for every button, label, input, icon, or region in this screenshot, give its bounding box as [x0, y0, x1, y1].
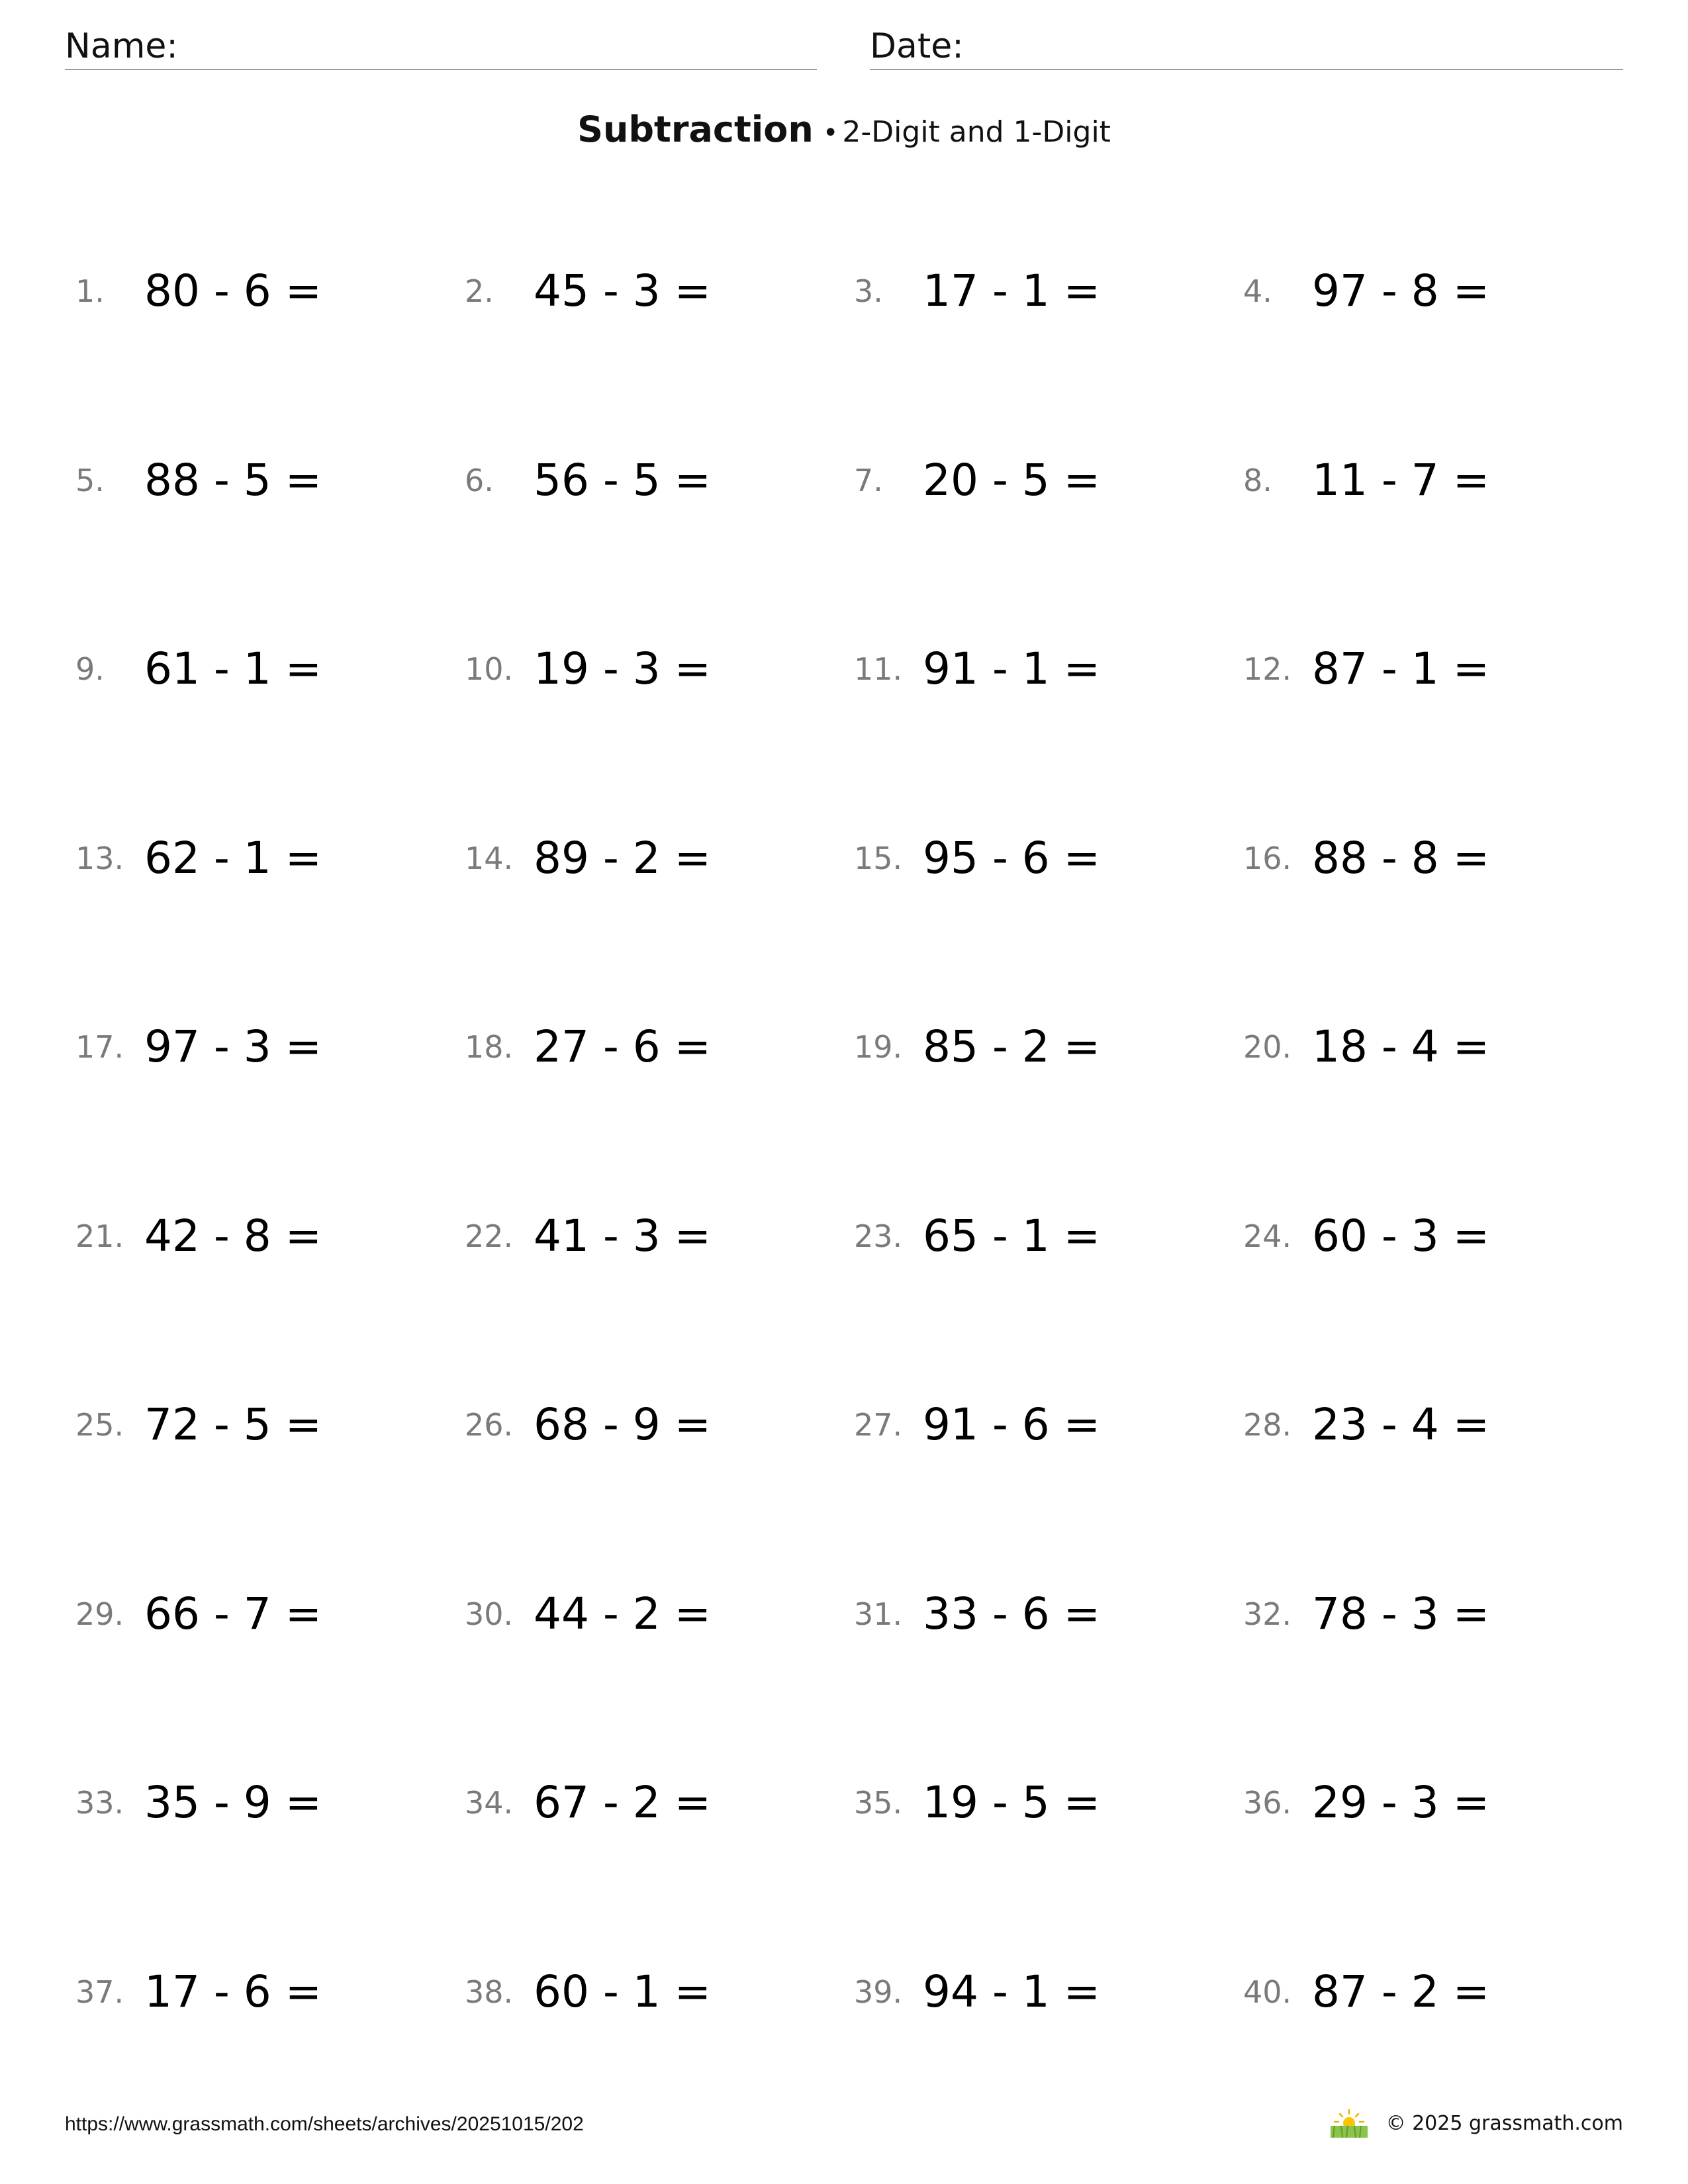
problem-number: 11. — [854, 651, 903, 687]
problem-item — [465, 1581, 835, 1647]
problem-expression: 18 - 4 = — [1312, 1021, 1490, 1072]
problem-number: 3. — [854, 273, 883, 309]
problem-expression: 27 - 6 = — [534, 1021, 712, 1072]
problem-item — [75, 1959, 446, 2025]
problem-item — [854, 1014, 1225, 1080]
problem-item — [465, 1014, 835, 1080]
problem-number: 27. — [854, 1407, 903, 1443]
problem-number: 13. — [75, 841, 124, 876]
problem-number: 34. — [465, 1785, 514, 1821]
problem-item — [75, 1581, 446, 1647]
problem-expression: 87 - 2 = — [1312, 1966, 1490, 2017]
problem-number: 36. — [1243, 1785, 1292, 1821]
problem-item — [465, 1392, 835, 1458]
footer-brand — [1328, 2107, 1623, 2140]
problem-expression: 88 - 8 = — [1312, 833, 1490, 884]
problem-expression: 94 - 1 = — [923, 1966, 1101, 2017]
problem-number: 40. — [1243, 1974, 1292, 2010]
title-subtitle: 2-Digit and 1-Digit — [842, 115, 1111, 149]
title-separator: • — [822, 118, 839, 148]
problem-expression: 66 - 7 = — [144, 1588, 322, 1639]
problem-number: 35. — [854, 1785, 903, 1821]
problem-number: 4. — [1243, 273, 1272, 309]
problem-item — [1243, 1581, 1614, 1647]
problem-expression: 11 - 7 = — [1312, 455, 1490, 506]
title-main: Subtraction — [577, 109, 814, 150]
problem-expression: 80 - 6 = — [144, 265, 322, 316]
problem-expression: 89 - 2 = — [534, 833, 712, 884]
problem-item — [854, 258, 1225, 324]
problem-expression: 85 - 2 = — [923, 1021, 1101, 1072]
problem-number: 6. — [465, 463, 494, 498]
problem-number: 5. — [75, 463, 105, 498]
problem-expression: 60 - 3 = — [1312, 1210, 1490, 1261]
problem-expression: 45 - 3 = — [534, 265, 712, 316]
problem-expression: 17 - 1 = — [923, 265, 1101, 316]
footer-url: https://www.grassmath.com/sheets/archives/20251015/202 — [65, 2113, 584, 2135]
problem-item — [854, 447, 1225, 514]
problem-number: 23. — [854, 1218, 903, 1254]
problem-item — [1243, 1392, 1614, 1458]
problem-item — [465, 1959, 835, 2025]
problem-expression: 91 - 1 = — [923, 643, 1101, 694]
problem-expression: 97 - 3 = — [144, 1021, 322, 1072]
problem-expression: 68 - 9 = — [534, 1399, 712, 1450]
problem-item — [1243, 1014, 1614, 1080]
problem-expression: 60 - 1 = — [534, 1966, 712, 2017]
problem-number: 12. — [1243, 651, 1292, 687]
problem-item — [1243, 1959, 1614, 2025]
problem-number: 10. — [465, 651, 514, 687]
problem-number: 9. — [75, 651, 105, 687]
name-field[interactable] — [65, 24, 817, 70]
problem-number: 17. — [75, 1029, 124, 1065]
problem-expression: 20 - 5 = — [923, 455, 1101, 506]
problem-number: 2. — [465, 273, 494, 309]
problem-expression: 72 - 5 = — [144, 1399, 322, 1450]
problem-expression: 42 - 8 = — [144, 1210, 322, 1261]
problem-expression: 17 - 6 = — [144, 1966, 322, 2017]
problem-expression: 41 - 3 = — [534, 1210, 712, 1261]
problem-expression: 65 - 1 = — [923, 1210, 1101, 1261]
problem-item — [854, 636, 1225, 702]
problem-expression: 67 - 2 = — [534, 1777, 712, 1828]
problem-expression: 23 - 4 = — [1312, 1399, 1490, 1450]
problem-item — [465, 1203, 835, 1269]
problem-number: 19. — [854, 1029, 903, 1065]
grass-sun-logo-icon — [1328, 2109, 1370, 2139]
problem-item — [75, 1392, 446, 1458]
problem-expression: 19 - 3 = — [534, 643, 712, 694]
problem-item — [854, 825, 1225, 891]
problem-number: 29. — [75, 1596, 124, 1632]
problem-number: 7. — [854, 463, 883, 498]
problem-number: 8. — [1243, 463, 1272, 498]
problem-item — [75, 1203, 446, 1269]
problem-number: 21. — [75, 1218, 124, 1254]
problem-expression: 44 - 2 = — [534, 1588, 712, 1639]
problem-item — [854, 1959, 1225, 2025]
problem-item — [75, 447, 446, 514]
problem-item — [854, 1203, 1225, 1269]
problem-number: 31. — [854, 1596, 903, 1632]
problem-expression: 91 - 6 = — [923, 1399, 1101, 1450]
problem-number: 30. — [465, 1596, 514, 1632]
problem-expression: 56 - 5 = — [534, 455, 712, 506]
problem-item — [465, 636, 835, 702]
problem-number: 38. — [465, 1974, 514, 2010]
name-label: Name: — [65, 26, 178, 66]
problem-number: 16. — [1243, 841, 1292, 876]
problem-number: 15. — [854, 841, 903, 876]
problem-expression: 33 - 6 = — [923, 1588, 1101, 1639]
problem-item — [1243, 825, 1614, 891]
problem-item — [75, 258, 446, 324]
problem-expression: 61 - 1 = — [144, 643, 322, 694]
problem-item — [854, 1770, 1225, 1836]
problem-expression: 29 - 3 = — [1312, 1777, 1490, 1828]
problem-item — [1243, 1203, 1614, 1269]
problem-number: 1. — [75, 273, 105, 309]
problem-number: 33. — [75, 1785, 124, 1821]
problem-number: 25. — [75, 1407, 124, 1443]
problem-item — [75, 636, 446, 702]
problem-item — [465, 825, 835, 891]
worksheet-title — [0, 106, 1688, 162]
problem-item — [1243, 636, 1614, 702]
problem-item — [465, 1770, 835, 1836]
problem-number: 37. — [75, 1974, 124, 2010]
problem-number: 14. — [465, 841, 514, 876]
problem-expression: 35 - 9 = — [144, 1777, 322, 1828]
problem-number: 26. — [465, 1407, 514, 1443]
problem-item — [1243, 258, 1614, 324]
problem-item — [465, 447, 835, 514]
problem-expression: 19 - 5 = — [923, 1777, 1101, 1828]
problem-item — [1243, 1770, 1614, 1836]
problem-item — [854, 1392, 1225, 1458]
problem-number: 32. — [1243, 1596, 1292, 1632]
problem-item — [465, 258, 835, 324]
date-label: Date: — [870, 26, 964, 66]
problem-expression: 97 - 8 = — [1312, 265, 1490, 316]
copyright-text: © 2025 grassmath.com — [1385, 2112, 1623, 2135]
problem-number: 20. — [1243, 1029, 1292, 1065]
problem-expression: 95 - 6 = — [923, 833, 1101, 884]
problem-number: 18. — [465, 1029, 514, 1065]
problem-expression: 78 - 3 = — [1312, 1588, 1490, 1639]
problem-expression: 87 - 1 = — [1312, 643, 1490, 694]
date-field[interactable] — [870, 24, 1623, 70]
problem-number: 22. — [465, 1218, 514, 1254]
problem-number: 39. — [854, 1974, 903, 2010]
problem-number: 28. — [1243, 1407, 1292, 1443]
problem-expression: 62 - 1 = — [144, 833, 322, 884]
problem-item — [1243, 447, 1614, 514]
problem-number: 24. — [1243, 1218, 1292, 1254]
problem-item — [75, 1014, 446, 1080]
problem-item — [854, 1581, 1225, 1647]
problem-item — [75, 825, 446, 891]
problem-item — [75, 1770, 446, 1836]
problem-expression: 88 - 5 = — [144, 455, 322, 506]
